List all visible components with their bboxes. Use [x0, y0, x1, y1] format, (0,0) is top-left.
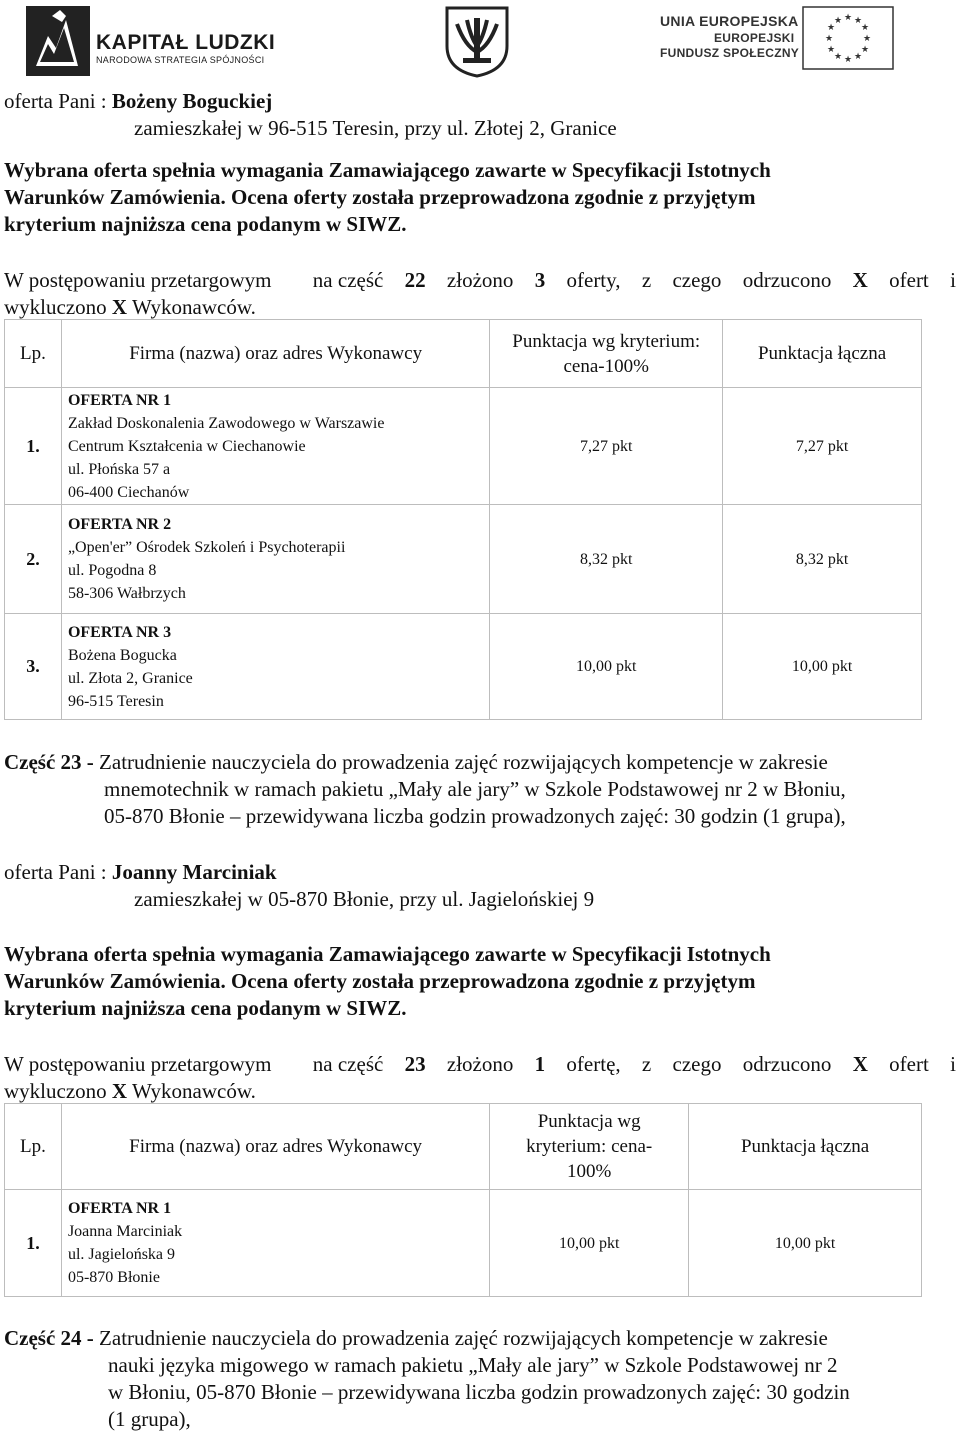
table-row — [5, 505, 922, 614]
part-heading-24: Część 24 - Zatrudnienie nauczyciela do prowadzenia zajęć rozwijających kompetencje w zakresie — [4, 1326, 828, 1350]
part-label: Część 24 - — [4, 1326, 100, 1350]
table-row — [5, 388, 922, 505]
svg-text:★: ★ — [860, 45, 870, 55]
offer-name: Joanny Marciniak — [111, 860, 277, 884]
row-lp: 2. — [5, 505, 62, 614]
part-heading-line: w Błoniu, 05-870 Błonie – przewidywana liczba godzin prowadzonych zajęć: 30 godzin — [108, 1380, 850, 1404]
offers-table-23 — [4, 1103, 922, 1297]
offer-name: Bożeny Boguckiej — [111, 89, 273, 113]
selected-text-line: kryterium najniższa cena podanym w SIWZ. — [4, 996, 407, 1020]
row-lp: 3. — [5, 614, 62, 720]
svg-text:★: ★ — [833, 52, 843, 62]
row-firm: OFERTA NR 1 Joanna Marciniak ul. Jagielońska 9 05-870 Błonie — [61, 1190, 489, 1297]
row-score: 8,32 pkt — [490, 505, 723, 614]
row-firm: OFERTA NR 3 Bożena Bogucka ul. Złota 2, Granice 96-515 Teresin — [61, 614, 489, 720]
offer-address: zamieszkałej w 05-870 Błonie, przy ul. Jagielońskiej 9 — [134, 887, 595, 911]
header-lp: Lp. — [5, 1104, 62, 1190]
offer-address: zamieszkałej w 96-515 Teresin, przy ul. Złotej 2, Granice — [134, 116, 617, 140]
row-firm: OFERTA NR 1 Zakład Doskonalenia Zawodowego w Warszawie Centrum Kształcenia w Ciechanowie ul. Płońska 57 a 06-400 Ciechanów — [61, 388, 489, 505]
part-label: Część 23 - — [4, 750, 100, 774]
table-row — [5, 1190, 922, 1297]
row-total: 8,32 pkt — [723, 505, 922, 614]
part-heading-line: (1 grupa), — [108, 1407, 191, 1431]
eu-logo-line1: UNIA EUROPEJSKA — [660, 13, 799, 29]
row-score: 7,27 pkt — [490, 388, 723, 505]
svg-text:★: ★ — [833, 16, 843, 26]
svg-text:★: ★ — [862, 34, 872, 44]
selected-text-line: Warunków Zamówienia. Ocena oferty została przeprowadzona zgodnie z przyjętym — [4, 969, 756, 993]
table-row — [5, 614, 922, 720]
kapital-ludzki-title: KAPITAŁ LUDZKI — [96, 31, 276, 54]
offer-line-23 — [4, 859, 277, 886]
row-score: 10,00 pkt — [490, 1190, 689, 1297]
selected-text-line: Wybrana oferta spełnia wymagania Zamawiającego zawarte w Specyfikacji Istotnych — [4, 942, 771, 966]
svg-text:★: ★ — [860, 23, 870, 33]
table-header-row — [5, 320, 922, 388]
procedure-line-2: wykluczono X Wykonawców. — [4, 295, 256, 319]
selected-text-line: Wybrana oferta spełnia wymagania Zamawiającego zawarte w Specyfikacji Istotnych — [4, 158, 771, 182]
svg-text:★: ★ — [826, 23, 836, 33]
part-heading-line: mnemotechnik w ramach pakietu „Mały ale jary” w Szkole Podstawowej nr 2 w Błoniu, — [104, 777, 846, 801]
svg-text:★: ★ — [843, 13, 853, 23]
part-heading-line: 05-870 Błonie – przewidywana liczba godzin prowadzonych zajęć: 30 godzin (1 grupa), — [104, 804, 846, 828]
part-heading-line: nauki języka migowego w ramach pakietu „Mały ale jary” w Szkole Podstawowej nr 2 — [108, 1353, 838, 1377]
offers-table-22 — [4, 319, 922, 720]
offer-line-22 — [4, 88, 272, 115]
kapital-ludzki-logo-icon — [26, 6, 90, 76]
row-lp: 1. — [5, 1190, 62, 1297]
svg-text:★: ★ — [853, 16, 863, 26]
coat-of-arms-icon — [445, 6, 509, 78]
header-score: Punktacja wg kryterium: cena-100% — [490, 1104, 689, 1190]
row-score: 10,00 pkt — [490, 614, 723, 720]
part-heading-23: Część 23 - Zatrudnienie nauczyciela do prowadzenia zajęć rozwijających kompetencje w zakresie — [4, 750, 828, 774]
svg-text:★: ★ — [826, 45, 836, 55]
svg-text:★: ★ — [824, 34, 834, 44]
header-score: Punktacja wg kryterium: cena-100% — [490, 320, 723, 388]
header-total: Punktacja łączna — [723, 320, 922, 388]
header-firm: Firma (nazwa) oraz adres Wykonawcy — [61, 320, 489, 388]
header-lp: Lp. — [5, 320, 62, 388]
header-logos — [0, 0, 960, 82]
table-header-row — [5, 1104, 922, 1190]
selected-text-line: kryterium najniższa cena podanym w SIWZ. — [4, 212, 407, 236]
eu-logo-line2: EUROPEJSKI — [714, 31, 795, 45]
procedure-line-2: wykluczono X Wykonawców. — [4, 1079, 256, 1103]
offer-prefix: oferta Pani : — [4, 89, 112, 113]
eu-flag-icon — [802, 6, 894, 70]
offer-prefix: oferta Pani : — [4, 860, 112, 884]
row-total: 7,27 pkt — [723, 388, 922, 505]
svg-text:★: ★ — [843, 55, 853, 65]
row-lp: 1. — [5, 388, 62, 505]
header-firm: Firma (nazwa) oraz adres Wykonawcy — [61, 1104, 489, 1190]
row-total: 10,00 pkt — [689, 1190, 922, 1297]
svg-text:★: ★ — [853, 52, 863, 62]
row-firm: OFERTA NR 2 „Open'er” Ośrodek Szkoleń i Psychoterapii ul. Pogodna 8 58-306 Wałbrzych — [61, 505, 489, 614]
header-total: Punktacja łączna — [689, 1104, 922, 1190]
eu-logo-line3: FUNDUSZ SPOŁECZNY — [660, 46, 800, 60]
selected-text-line: Warunków Zamówienia. Ocena oferty została przeprowadzona zgodnie z przyjętym — [4, 185, 756, 209]
row-total: 10,00 pkt — [723, 614, 922, 720]
procedure-line: W postępowaniu przetargowym na część 22 złożono 3 oferty, z czego odrzucono X ofert i — [4, 268, 956, 292]
kapital-ludzki-subtitle: NARODOWA STRATEGIA SPÓJNOŚCI — [96, 55, 265, 65]
procedure-line: W postępowaniu przetargowym na część 23 złożono 1 ofertę, z czego odrzucono X ofert i — [4, 1052, 956, 1076]
